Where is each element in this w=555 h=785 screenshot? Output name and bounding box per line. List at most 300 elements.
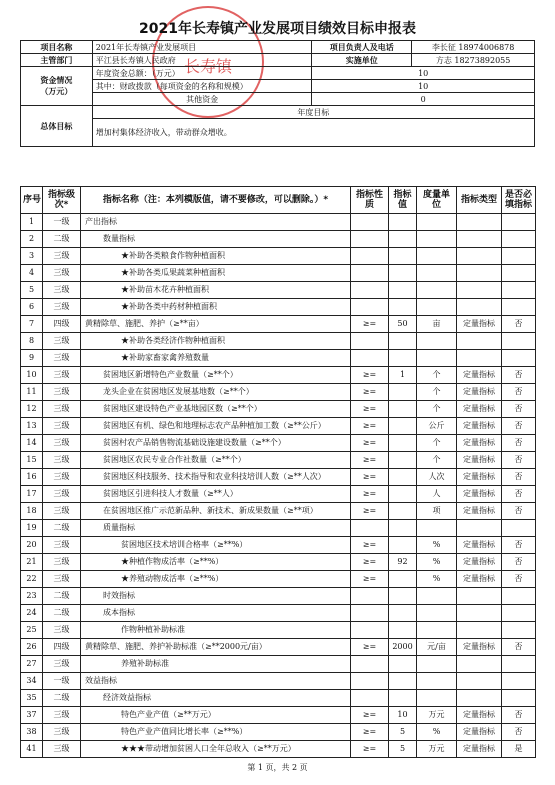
table-row <box>21 554 536 571</box>
row-level: 四级 <box>43 639 81 656</box>
row-no: 20 <box>21 537 43 554</box>
row-unit: 亩 <box>417 316 457 333</box>
row-name: 黄精除草、施肥、养护（≥**亩） <box>81 316 351 333</box>
row-value <box>389 503 417 520</box>
row-level: 三级 <box>43 741 81 758</box>
row-value <box>389 605 417 622</box>
row-prop <box>351 282 389 299</box>
row-no: 41 <box>21 741 43 758</box>
leader: 李长征 18974006878 <box>412 41 535 54</box>
row-unit: 个 <box>417 401 457 418</box>
row-level: 三级 <box>43 350 81 367</box>
row-name: 特色产业产值（≥**万元） <box>81 707 351 724</box>
col-value: 指标值 <box>389 187 417 214</box>
row-value <box>389 520 417 537</box>
row-required <box>502 673 536 690</box>
row-type: 定量指标 <box>457 418 502 435</box>
row-required <box>502 350 536 367</box>
table-row <box>21 707 536 724</box>
row-name: 贫困地区技术培训合格率（≥**%） <box>81 537 351 554</box>
row-no: 6 <box>21 299 43 316</box>
row-level: 三级 <box>43 537 81 554</box>
row-no: 23 <box>21 588 43 605</box>
row-type <box>457 605 502 622</box>
row-name: 黄精除草、施肥、养护补助标准（≥**2000元/亩） <box>81 639 351 656</box>
row-value <box>389 452 417 469</box>
row-required <box>502 605 536 622</box>
row-value <box>389 333 417 350</box>
table-row <box>21 214 536 231</box>
row-unit: 个 <box>417 435 457 452</box>
table-row <box>21 741 536 758</box>
row-name: ★种植作物成活率（≥**%） <box>81 554 351 571</box>
table-row <box>21 656 536 673</box>
row-required <box>502 333 536 350</box>
row-prop <box>351 673 389 690</box>
row-prop <box>351 265 389 282</box>
fiscal-label: 其中：财政拨款（每项资金的名称和规模） <box>92 80 312 93</box>
impl: 方志 18273892055 <box>412 54 535 67</box>
row-required: 否 <box>502 571 536 588</box>
row-required: 否 <box>502 503 536 520</box>
row-value <box>389 214 417 231</box>
col-required: 是否必填指标 <box>502 187 536 214</box>
row-unit <box>417 605 457 622</box>
row-name: 效益指标 <box>81 673 351 690</box>
row-value <box>389 231 417 248</box>
row-unit <box>417 673 457 690</box>
row-level: 二级 <box>43 605 81 622</box>
row-level: 三级 <box>43 384 81 401</box>
row-type: 定量指标 <box>457 435 502 452</box>
project-name-label: 项目名称 <box>21 41 93 54</box>
row-value: 50 <box>389 316 417 333</box>
row-name: ★补助各类经济作物种植面积 <box>81 333 351 350</box>
row-level: 三级 <box>43 571 81 588</box>
row-value <box>389 486 417 503</box>
dept-label: 主管部门 <box>21 54 93 67</box>
table-row <box>21 571 536 588</box>
row-prop <box>351 248 389 265</box>
table-row <box>21 316 536 333</box>
table-row <box>21 265 536 282</box>
row-value <box>389 299 417 316</box>
row-no: 5 <box>21 282 43 299</box>
row-unit: 人次 <box>417 469 457 486</box>
table-row <box>21 401 536 418</box>
row-no: 27 <box>21 656 43 673</box>
project-info-table <box>20 40 535 147</box>
row-type <box>457 282 502 299</box>
row-required: 否 <box>502 639 536 656</box>
row-unit <box>417 231 457 248</box>
row-name: ★养殖动物成活率（≥**%） <box>81 571 351 588</box>
row-unit <box>417 282 457 299</box>
row-name: 贫困地区农民专业合作社数量（≥**个） <box>81 452 351 469</box>
row-name: 养殖补助标准 <box>81 656 351 673</box>
row-name: 贫困村农产品销售物流基础设施建设数量（≥**个） <box>81 435 351 452</box>
leader-label: 项目负责人及电话 <box>312 41 412 54</box>
row-name: 经济效益指标 <box>81 690 351 707</box>
row-no: 10 <box>21 367 43 384</box>
row-level: 三级 <box>43 299 81 316</box>
row-name: 时效指标 <box>81 588 351 605</box>
row-prop <box>351 231 389 248</box>
row-required: 否 <box>502 452 536 469</box>
row-type: 定量指标 <box>457 554 502 571</box>
row-level: 三级 <box>43 503 81 520</box>
row-level: 三级 <box>43 282 81 299</box>
row-no: 16 <box>21 469 43 486</box>
row-prop: ≥= <box>351 707 389 724</box>
row-no: 22 <box>21 571 43 588</box>
row-unit <box>417 265 457 282</box>
row-level: 三级 <box>43 248 81 265</box>
row-type: 定量指标 <box>457 724 502 741</box>
row-value <box>389 350 417 367</box>
row-unit: 个 <box>417 384 457 401</box>
row-value <box>389 469 417 486</box>
row-required <box>502 520 536 537</box>
row-value <box>389 588 417 605</box>
row-required: 否 <box>502 435 536 452</box>
row-required <box>502 248 536 265</box>
row-prop <box>351 299 389 316</box>
row-no: 9 <box>21 350 43 367</box>
row-unit: 万元 <box>417 707 457 724</box>
row-type: 定量指标 <box>457 401 502 418</box>
row-level: 二级 <box>43 690 81 707</box>
row-type: 定量指标 <box>457 452 502 469</box>
row-required: 否 <box>502 316 536 333</box>
row-name: 质量指标 <box>81 520 351 537</box>
row-required: 否 <box>502 384 536 401</box>
fiscal-value: 10 <box>312 80 535 93</box>
row-level: 三级 <box>43 622 81 639</box>
row-required: 否 <box>502 486 536 503</box>
row-unit: 项 <box>417 503 457 520</box>
row-name: 贫困地区新增特色产业数量（≥**个） <box>81 367 351 384</box>
row-value: 10 <box>389 707 417 724</box>
row-unit: 公斤 <box>417 418 457 435</box>
row-level: 三级 <box>43 401 81 418</box>
row-no: 4 <box>21 265 43 282</box>
row-no: 25 <box>21 622 43 639</box>
row-required: 否 <box>502 707 536 724</box>
row-name: ★补助各类中药材种植面积 <box>81 299 351 316</box>
row-required: 是 <box>502 741 536 758</box>
row-name: 成本指标 <box>81 605 351 622</box>
row-prop <box>351 690 389 707</box>
table-row <box>21 418 536 435</box>
row-value: 5 <box>389 724 417 741</box>
row-type: 定量指标 <box>457 639 502 656</box>
row-unit: 个 <box>417 367 457 384</box>
row-prop: ≥= <box>351 554 389 571</box>
table-row <box>21 435 536 452</box>
row-type: 定量指标 <box>457 384 502 401</box>
row-prop <box>351 588 389 605</box>
row-level: 三级 <box>43 656 81 673</box>
row-level: 二级 <box>43 231 81 248</box>
row-level: 四级 <box>43 316 81 333</box>
row-unit <box>417 248 457 265</box>
row-type <box>457 656 502 673</box>
row-value: 2000 <box>389 639 417 656</box>
row-no: 37 <box>21 707 43 724</box>
row-type: 定量指标 <box>457 316 502 333</box>
table-row <box>21 452 536 469</box>
row-no: 7 <box>21 316 43 333</box>
row-level: 三级 <box>43 367 81 384</box>
annual-label: 年度资金总额：（万元） <box>92 67 312 80</box>
page-footer: 第 1 页，共 2 页 <box>247 763 308 772</box>
row-unit: 元/亩 <box>417 639 457 656</box>
row-value <box>389 656 417 673</box>
row-type <box>457 350 502 367</box>
row-name: 贫困地区有机、绿色和地理标志农产品种植加工数（≥**公斤） <box>81 418 351 435</box>
seal-text: 长寿镇 <box>183 57 232 76</box>
row-no: 17 <box>21 486 43 503</box>
row-unit <box>417 333 457 350</box>
row-value <box>389 282 417 299</box>
row-no: 12 <box>21 401 43 418</box>
page-title: 2021年长寿镇产业发展项目绩效目标申报表 <box>139 21 416 37</box>
row-required <box>502 622 536 639</box>
row-prop: ≥= <box>351 571 389 588</box>
row-unit <box>417 350 457 367</box>
fund-label: 资金情况 （万元） <box>21 67 93 106</box>
row-no: 3 <box>21 248 43 265</box>
row-prop: ≥= <box>351 469 389 486</box>
row-unit <box>417 520 457 537</box>
row-value <box>389 384 417 401</box>
row-level: 一级 <box>43 673 81 690</box>
row-type <box>457 690 502 707</box>
row-no: 1 <box>21 214 43 231</box>
row-type <box>457 333 502 350</box>
row-value <box>389 265 417 282</box>
col-no: 序号 <box>21 187 43 214</box>
row-unit <box>417 588 457 605</box>
col-unit: 度量单位 <box>417 187 457 214</box>
row-type <box>457 673 502 690</box>
table-row <box>21 299 536 316</box>
row-no: 24 <box>21 605 43 622</box>
row-type: 定量指标 <box>457 741 502 758</box>
row-level: 三级 <box>43 707 81 724</box>
row-unit: % <box>417 537 457 554</box>
row-level: 三级 <box>43 486 81 503</box>
row-required <box>502 265 536 282</box>
dept: 平江县长寿镇人民政府 <box>92 54 312 67</box>
row-unit: % <box>417 554 457 571</box>
row-type: 定量指标 <box>457 486 502 503</box>
row-no: 13 <box>21 418 43 435</box>
row-name: ★★★带动增加贫困人口全年总收入（≥**万元） <box>81 741 351 758</box>
row-value <box>389 673 417 690</box>
row-type <box>457 520 502 537</box>
row-unit <box>417 622 457 639</box>
row-level: 三级 <box>43 435 81 452</box>
col-name: 指标名称（注：本列模版值，请不要修改，可以删除。）* <box>81 187 351 214</box>
row-no: 38 <box>21 724 43 741</box>
row-name: 龙头企业在贫困地区发展基地数（≥**个） <box>81 384 351 401</box>
row-level: 二级 <box>43 520 81 537</box>
row-prop: ≥= <box>351 452 389 469</box>
table-row <box>21 605 536 622</box>
table-row <box>21 639 536 656</box>
row-name: ★补助各类瓜果蔬菜种植面积 <box>81 265 351 282</box>
row-no: 21 <box>21 554 43 571</box>
row-required: 否 <box>502 401 536 418</box>
row-name: 特色产业产值同比增长率（≥**%） <box>81 724 351 741</box>
row-required <box>502 656 536 673</box>
row-required <box>502 690 536 707</box>
row-no: 8 <box>21 333 43 350</box>
row-type <box>457 265 502 282</box>
row-level: 二级 <box>43 588 81 605</box>
row-name: 数量指标 <box>81 231 351 248</box>
row-prop <box>351 520 389 537</box>
row-no: 35 <box>21 690 43 707</box>
row-unit: 万元 <box>417 741 457 758</box>
row-name: ★补助家畜家禽养殖数量 <box>81 350 351 367</box>
indicator-table <box>20 186 536 758</box>
row-level: 三级 <box>43 452 81 469</box>
row-type: 定量指标 <box>457 537 502 554</box>
row-type: 定量指标 <box>457 367 502 384</box>
table-row <box>21 503 536 520</box>
row-required <box>502 231 536 248</box>
table-row <box>21 537 536 554</box>
other-value: 0 <box>312 93 535 106</box>
row-type <box>457 622 502 639</box>
row-value <box>389 401 417 418</box>
row-no: 11 <box>21 384 43 401</box>
row-required: 否 <box>502 418 536 435</box>
row-prop: ≥= <box>351 503 389 520</box>
table-row <box>21 622 536 639</box>
goal-label: 总体目标 <box>21 106 93 147</box>
indicator-rows <box>21 214 536 758</box>
col-prop: 指标性质 <box>351 187 389 214</box>
impl-label: 实施单位 <box>312 54 412 67</box>
row-type: 定量指标 <box>457 571 502 588</box>
row-prop: ≥= <box>351 401 389 418</box>
row-name: 贫困地区建设特色产业基地园区数（≥**个） <box>81 401 351 418</box>
row-required <box>502 282 536 299</box>
row-value <box>389 537 417 554</box>
table-row <box>21 350 536 367</box>
row-unit <box>417 299 457 316</box>
col-type: 指标类型 <box>457 187 502 214</box>
row-level: 一级 <box>43 214 81 231</box>
row-prop <box>351 622 389 639</box>
row-name: 贫困地区引进科技人才数量（≥**人） <box>81 486 351 503</box>
col-level: 指标级次* <box>43 187 81 214</box>
row-prop <box>351 350 389 367</box>
row-value <box>389 690 417 707</box>
row-unit <box>417 690 457 707</box>
annual-value: 10 <box>312 67 535 80</box>
row-level: 三级 <box>43 724 81 741</box>
row-no: 19 <box>21 520 43 537</box>
table-row <box>21 333 536 350</box>
table-row <box>21 248 536 265</box>
row-unit: % <box>417 571 457 588</box>
row-unit <box>417 656 457 673</box>
table-row <box>21 367 536 384</box>
row-prop: ≥= <box>351 316 389 333</box>
project-name: 2021年长寿镇产业发展项目 <box>92 41 312 54</box>
row-type <box>457 299 502 316</box>
row-level: 三级 <box>43 333 81 350</box>
row-no: 26 <box>21 639 43 656</box>
row-prop: ≥= <box>351 639 389 656</box>
row-required <box>502 299 536 316</box>
row-prop: ≥= <box>351 724 389 741</box>
row-required: 否 <box>502 469 536 486</box>
row-unit <box>417 214 457 231</box>
other-label: 其他资金 <box>92 93 312 106</box>
row-required <box>502 588 536 605</box>
table-row <box>21 673 536 690</box>
row-value <box>389 435 417 452</box>
row-prop: ≥= <box>351 418 389 435</box>
row-required <box>502 214 536 231</box>
table-row <box>21 724 536 741</box>
row-required: 否 <box>502 367 536 384</box>
row-type <box>457 231 502 248</box>
row-no: 18 <box>21 503 43 520</box>
row-value: 5 <box>389 741 417 758</box>
row-value <box>389 571 417 588</box>
goal-text: 增加村集体经济收入，带动群众增收。 <box>92 119 534 147</box>
row-prop <box>351 656 389 673</box>
row-value <box>389 248 417 265</box>
table-row <box>21 231 536 248</box>
row-prop: ≥= <box>351 367 389 384</box>
row-no: 2 <box>21 231 43 248</box>
row-required: 否 <box>502 537 536 554</box>
row-value: 1 <box>389 367 417 384</box>
row-no: 34 <box>21 673 43 690</box>
table-row <box>21 282 536 299</box>
row-prop: ≥= <box>351 384 389 401</box>
row-name: 在贫困地区推广示范新品种、新技术、新成果数量（≥**项） <box>81 503 351 520</box>
row-level: 三级 <box>43 265 81 282</box>
row-type <box>457 214 502 231</box>
row-no: 14 <box>21 435 43 452</box>
row-type: 定量指标 <box>457 503 502 520</box>
row-name: 贫困地区科技服务、技术指导和农业科技培训人数（≥**人次） <box>81 469 351 486</box>
row-prop <box>351 605 389 622</box>
row-prop <box>351 333 389 350</box>
row-level: 三级 <box>43 554 81 571</box>
row-value <box>389 622 417 639</box>
row-type: 定量指标 <box>457 469 502 486</box>
row-type: 定量指标 <box>457 707 502 724</box>
row-prop <box>351 214 389 231</box>
table-row <box>21 520 536 537</box>
row-type <box>457 588 502 605</box>
row-no: 15 <box>21 452 43 469</box>
row-prop: ≥= <box>351 537 389 554</box>
row-level: 三级 <box>43 469 81 486</box>
row-type <box>457 248 502 265</box>
row-value <box>389 418 417 435</box>
